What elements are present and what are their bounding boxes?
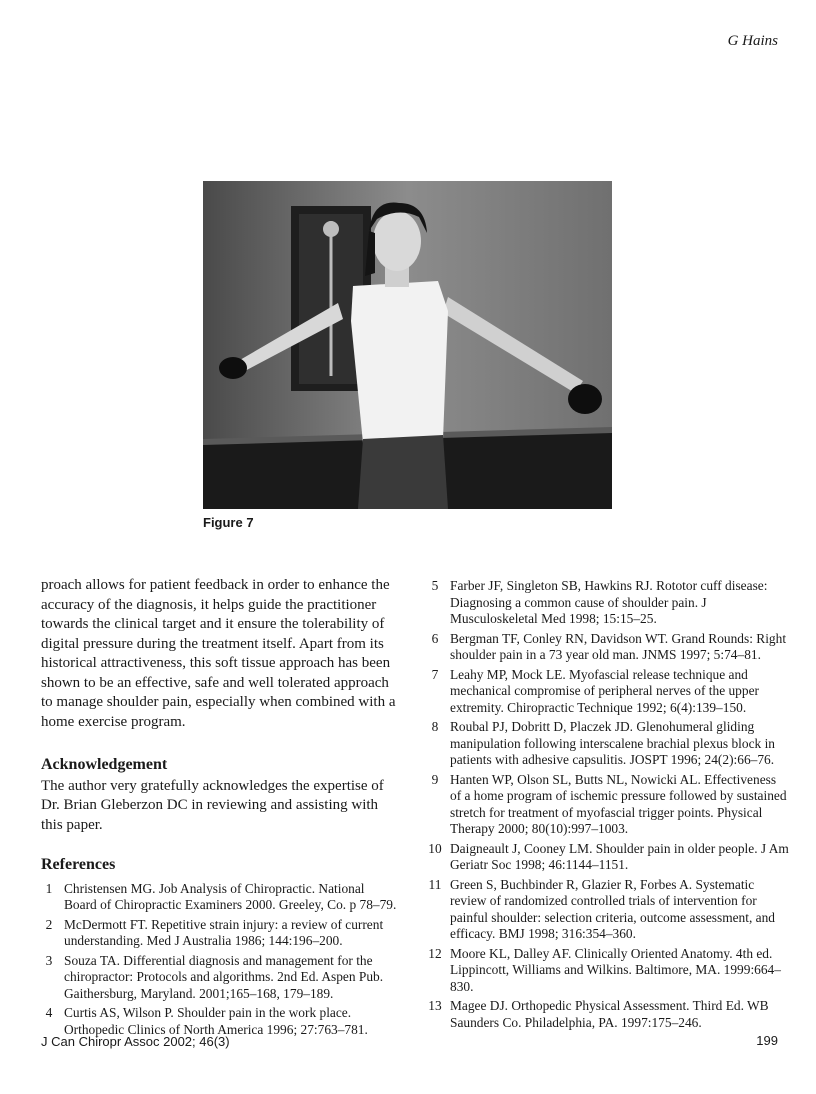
reference-number: 13 xyxy=(428,998,442,1013)
reference-item xyxy=(427,946,789,996)
references-heading: References xyxy=(41,856,116,873)
reference-item xyxy=(41,953,397,1003)
reference-item xyxy=(427,772,789,838)
acknowledgement-text: The author very gratefully acknowledges the expertise of Dr. Brian Gleberzon DC in reviewing and assisting with this paper. xyxy=(41,777,384,833)
reference-item xyxy=(427,998,789,1031)
reference-text: Farber JF, Singleton SB, Hawkins RJ. Rototor cuff disease: Diagnosing a common cause of shoulder pain. J Musculoskeletal Med 1998; 15:15–25. xyxy=(450,578,768,626)
reference-text: Leahy MP, Mock LE. Myofascial release technique and mechanical compromise of peripheral nerves of the upper extremity. Chiropractic Technique 1992; 6(4):139–150. xyxy=(450,666,759,715)
reference-list-left xyxy=(41,881,397,1039)
figure-photo xyxy=(203,181,612,509)
reference-text: Christensen MG. Job Analysis of Chiropractic. National Board of Chiropractic Examiners 2000. Greeley, Co. p 78–79. xyxy=(64,880,397,912)
reference-text: Roubal PJ, Dobritt D, Placzek JD. Glenohumeral gliding manipulation following interscalene brachial plexus block in patients with adhesive capsulitis. JOSPT 1996; 24(2):66–76. xyxy=(450,719,776,767)
reference-number: 1 xyxy=(45,880,53,896)
reference-text: Green S, Buchbinder R, Glazier R, Forbes A. Systematic review of randomized controlled trials of intervention for painful shoulder: selection criteria, outcome assessment, and efficacy. BMJ 1998; 316:354–360. xyxy=(450,876,775,941)
reference-number: 5 xyxy=(431,578,439,593)
body-paragraph: proach allows for patient feedback in order to enhance the accuracy of the diagnosis, it helps guide the practitioner towards the clinical target and it ensure the tolerability of digital pressure during the treatment itself. Apart from its historical attractiveness, this soft tissue approach has been shown to be an effective, safe and well tolerated approach to manage shoulder pain, especially when combined with a home exercise program. xyxy=(41,577,396,730)
photo-woman-arm-raise-illustration xyxy=(203,181,612,509)
reference-number: 11 xyxy=(428,876,442,892)
reference-text: Daigneault J, Cooney LM. Shoulder pain in older people. J Am Geriatr Soc 1998; 46:1144–1151. xyxy=(450,840,789,872)
reference-number: 10 xyxy=(428,840,442,856)
figure-caption: Figure 7 xyxy=(203,515,254,530)
reference-text: Moore KL, Dalley AF. Clinically Oriented Anatomy. 4th ed. Lippincott, Williams and Wilkins. Baltimore, MA. 1999:664–830. xyxy=(450,945,781,994)
reference-text: Magee DJ. Orthopedic Physical Assessment. Third Ed. WB Saunders Co. Philadelphia, PA. 1997:175–246. xyxy=(450,998,769,1030)
reference-text: Souza TA. Differential diagnosis and management for the chiropractor: Protocols and algorithms. 2nd Ed. Aspen Pub. Gaithersburg, Maryland. 2001;165–168, 179–189. xyxy=(64,952,384,1001)
left-column xyxy=(41,576,397,1041)
reference-number: 4 xyxy=(45,1005,53,1020)
footer-journal-citation: J Can Chiropr Assoc 2002; 46(3) xyxy=(41,1034,230,1049)
reference-number: 8 xyxy=(431,719,439,734)
footer-page-number: 199 xyxy=(756,1033,778,1048)
acknowledgement-heading: Acknowledgement xyxy=(41,756,168,773)
reference-number: 12 xyxy=(428,945,442,961)
reference-item xyxy=(427,631,789,664)
reference-text: McDermott FT. Repetitive strain injury: a review of current understanding. Med J Australia 1986; 144:196–200. xyxy=(64,916,384,948)
reference-number: 2 xyxy=(45,916,53,932)
reference-item xyxy=(427,841,789,874)
reference-number: 9 xyxy=(431,771,439,787)
reference-item xyxy=(427,719,789,769)
reference-number: 3 xyxy=(45,952,53,968)
right-column xyxy=(427,578,789,1034)
reference-item xyxy=(41,917,397,950)
reference-text: Bergman TF, Conley RN, Davidson WT. Grand Rounds: Right shoulder pain in a 73 year old man. JNMS 1997; 5:74–81. xyxy=(450,630,787,662)
reference-item xyxy=(427,578,789,628)
reference-item xyxy=(41,881,397,914)
reference-text: Hanten WP, Olson SL, Butts NL, Nowicki AL. Effectiveness of a home program of ischemic pressure followed by sustained stretch for treatment of myofascial trigger points. Physical Therapy 2000; 80(10):997–1003. xyxy=(450,771,787,836)
reference-number: 6 xyxy=(431,630,439,646)
reference-number: 7 xyxy=(431,666,439,682)
reference-item xyxy=(427,667,789,717)
reference-list-right xyxy=(427,578,789,1031)
reference-item xyxy=(427,877,789,943)
reference-text: Curtis AS, Wilson P. Shoulder pain in the work place. Orthopedic Clinics of North America 1996; 27:763–781. xyxy=(64,1005,368,1037)
running-header-author: G Hains xyxy=(727,33,778,49)
